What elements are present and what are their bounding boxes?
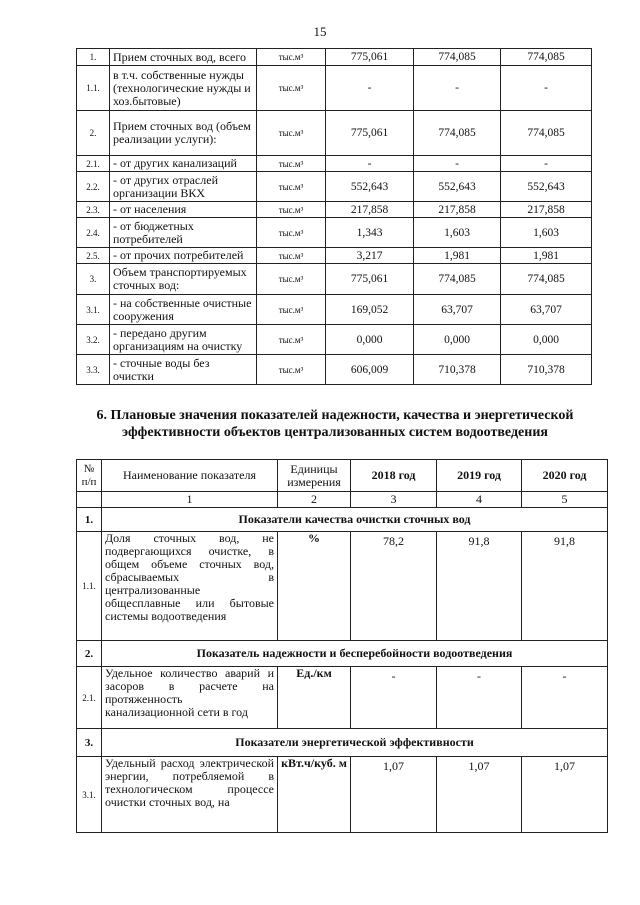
- indicator-row: [77, 532, 608, 641]
- value-2020: 1,603: [501, 218, 592, 248]
- value-2018: 775,061: [326, 49, 414, 66]
- section-row-reliability: [77, 641, 608, 667]
- value-2018: -: [326, 66, 414, 111]
- row-name: в т.ч. собственные нужды (технологические нужды и хоз.бытовые): [110, 66, 257, 111]
- row-name: Прием сточных вод, всего: [110, 49, 257, 66]
- section-num: 2.: [77, 641, 102, 667]
- value-2018: 78,2: [351, 532, 437, 641]
- row-num: 2.3.: [77, 202, 110, 218]
- indicator-name: Доля сточных вод, не подвергающихся очистке, в общем объеме сточных вод, сбрасываемых в централизованные общесплавные или бытовые системы водоотведения: [102, 532, 278, 641]
- value-2019: -: [437, 667, 522, 729]
- table-row: [77, 49, 592, 66]
- table-row: [77, 66, 592, 111]
- value-2018: 775,061: [326, 264, 414, 295]
- row-unit: тыс.м³: [257, 156, 326, 172]
- row-name: - от других канализаций: [110, 156, 257, 172]
- value-2019: -: [414, 66, 501, 111]
- value-2020: -: [501, 66, 592, 111]
- header-num: № п/п: [77, 460, 102, 492]
- row-unit: тыс.м³: [257, 248, 326, 264]
- row-num: 1.: [77, 49, 110, 66]
- section-row-quality: [77, 508, 608, 532]
- row-name: - от других отраслей организации ВКХ: [110, 172, 257, 202]
- table-row: [77, 295, 592, 325]
- value-2019: 774,085: [414, 111, 501, 156]
- row-unit: тыс.м³: [257, 66, 326, 111]
- value-2020: 774,085: [501, 264, 592, 295]
- row-unit: тыс.м³: [257, 49, 326, 66]
- column-numbers-row: [77, 492, 608, 508]
- section-row-energy: [77, 729, 608, 757]
- row-name: - от прочих потребителей: [110, 248, 257, 264]
- header-2020: 2020 год: [522, 460, 608, 492]
- value-2018: 3,217: [326, 248, 414, 264]
- table-row: [77, 355, 592, 385]
- value-2020: 552,643: [501, 172, 592, 202]
- table-row: [77, 172, 592, 202]
- value-2019: 552,643: [414, 172, 501, 202]
- value-2018: 606,009: [326, 355, 414, 385]
- row-unit: тыс.м³: [257, 325, 326, 355]
- row-num: 2.1.: [77, 156, 110, 172]
- column-number: 2: [278, 492, 351, 508]
- value-2018: -: [326, 156, 414, 172]
- header-name: Наименование показателя: [102, 460, 278, 492]
- header-unit: Единицы измерения: [278, 460, 351, 492]
- value-2020: 91,8: [522, 532, 608, 641]
- value-2018: 217,858: [326, 202, 414, 218]
- table-row: [77, 156, 592, 172]
- row-name: - на собственные очистные сооружения: [110, 295, 257, 325]
- value-2019: 1,981: [414, 248, 501, 264]
- value-2019: 774,085: [414, 49, 501, 66]
- section-title-cell: Показатели качества очистки сточных вод: [102, 508, 608, 532]
- row-num: 2.2.: [77, 172, 110, 202]
- value-2018: 169,052: [326, 295, 414, 325]
- value-2019: -: [414, 156, 501, 172]
- table-row: [77, 264, 592, 295]
- indicators-table: [76, 459, 608, 833]
- table-row: [77, 325, 592, 355]
- row-unit: тыс.м³: [257, 111, 326, 156]
- indicator-unit: кВт.ч/куб. м: [278, 757, 351, 833]
- row-unit: тыс.м³: [257, 295, 326, 325]
- value-2020: -: [501, 156, 592, 172]
- value-2020: 774,085: [501, 111, 592, 156]
- row-num: 3.: [77, 264, 110, 295]
- value-2020: 63,707: [501, 295, 592, 325]
- page-number: 15: [313, 24, 327, 39]
- indicator-row: [77, 757, 608, 833]
- indicator-unit: %: [278, 532, 351, 641]
- section-title: 6. Плановые значения показателей надежности, качества и энергетической эффективности объектов централизованных систем водоотведения: [96, 408, 574, 440]
- indicator-unit: Ед./км: [278, 667, 351, 729]
- row-num: 1.1.: [77, 66, 110, 111]
- value-2018: -: [351, 667, 437, 729]
- row-unit: тыс.м³: [257, 355, 326, 385]
- value-2019: 0,000: [414, 325, 501, 355]
- value-2018: 775,061: [326, 111, 414, 156]
- value-2018: 1,343: [326, 218, 414, 248]
- row-num: 2.5.: [77, 248, 110, 264]
- value-2018: 552,643: [326, 172, 414, 202]
- table-row: [77, 248, 592, 264]
- section-title-cell: Показатели энергетической эффективности: [102, 729, 608, 757]
- value-2020: 217,858: [501, 202, 592, 218]
- row-unit: тыс.м³: [257, 172, 326, 202]
- value-2020: 1,07: [522, 757, 608, 833]
- row-num: 3.1.: [77, 757, 102, 833]
- header-2019: 2019 год: [437, 460, 522, 492]
- value-2020: 774,085: [501, 49, 592, 66]
- row-name: - от бюджетных потребителей: [110, 218, 257, 248]
- indicator-name: Удельное количество аварий и засоров в расчете на протяженность канализационной сети в год: [102, 667, 278, 729]
- indicator-name: Удельный расход электрической энергии, потребляемой в технологическом процессе очистки сточных вод, на: [102, 757, 278, 833]
- row-unit: тыс.м³: [257, 264, 326, 295]
- column-number: 1: [102, 492, 278, 508]
- header-row: [77, 460, 608, 492]
- column-number: 4: [437, 492, 522, 508]
- row-num: 2.: [77, 111, 110, 156]
- table-row: [77, 218, 592, 248]
- table-row: [77, 202, 592, 218]
- value-2019: 91,8: [437, 532, 522, 641]
- indicator-row: [77, 667, 608, 729]
- row-num: 2.4.: [77, 218, 110, 248]
- row-unit: тыс.м³: [257, 202, 326, 218]
- value-2019: 217,858: [414, 202, 501, 218]
- value-2020: -: [522, 667, 608, 729]
- section-num: 1.: [77, 508, 102, 532]
- row-name: Объем транспортируемых сточных вод:: [110, 264, 257, 295]
- header-2018: 2018 год: [351, 460, 437, 492]
- column-number: 5: [522, 492, 608, 508]
- row-num: 3.2.: [77, 325, 110, 355]
- row-name: Прием сточных вод (объем реализации услуги):: [110, 111, 257, 156]
- row-num: 3.3.: [77, 355, 110, 385]
- value-2019: 1,07: [437, 757, 522, 833]
- value-2020: 0,000: [501, 325, 592, 355]
- value-2020: 710,378: [501, 355, 592, 385]
- row-num: 3.1.: [77, 295, 110, 325]
- column-number-empty: [77, 492, 102, 508]
- value-2019: 774,085: [414, 264, 501, 295]
- value-2018: 0,000: [326, 325, 414, 355]
- row-name: - передано другим организациям на очистку: [110, 325, 257, 355]
- value-2018: 1,07: [351, 757, 437, 833]
- value-2020: 1,981: [501, 248, 592, 264]
- section-num: 3.: [77, 729, 102, 757]
- column-number: 3: [351, 492, 437, 508]
- table-row: [77, 111, 592, 156]
- row-name: - сточные воды без очистки: [110, 355, 257, 385]
- row-num: 1.1.: [77, 532, 102, 641]
- section-title-cell: Показатель надежности и бесперебойности водоотведения: [102, 641, 608, 667]
- row-unit: тыс.м³: [257, 218, 326, 248]
- row-name: - от населения: [110, 202, 257, 218]
- row-num: 2.1.: [77, 667, 102, 729]
- value-2019: 1,603: [414, 218, 501, 248]
- value-2019: 710,378: [414, 355, 501, 385]
- value-2019: 63,707: [414, 295, 501, 325]
- wastewater-balance-table: [76, 48, 592, 385]
